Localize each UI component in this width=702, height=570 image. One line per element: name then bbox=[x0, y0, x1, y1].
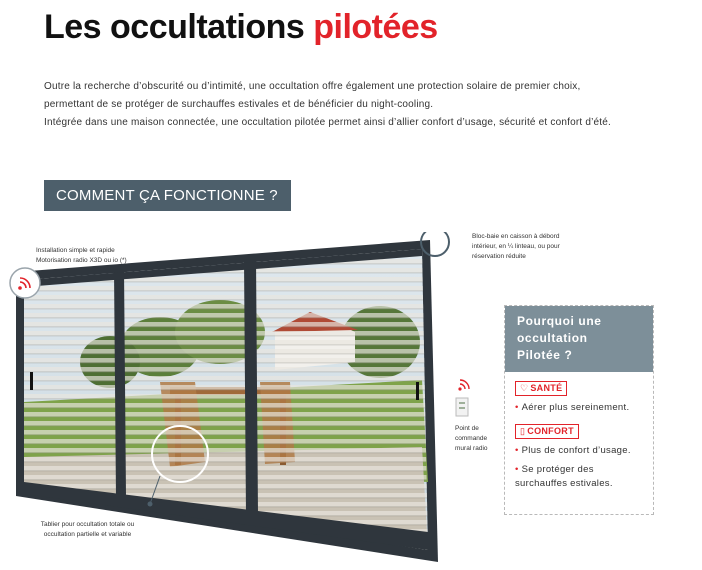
wall-control-icon bbox=[452, 374, 474, 420]
why-box bbox=[504, 305, 654, 515]
confort-badge: ▯ CONFORT bbox=[515, 424, 579, 439]
title-accent: pilotées bbox=[313, 8, 438, 46]
intro-text bbox=[44, 78, 624, 132]
heart-icon: ♡ bbox=[520, 383, 529, 393]
why-heading: Pourquoi une occultation Pilotée ? bbox=[505, 306, 653, 372]
door-icon: ▯ bbox=[520, 426, 526, 436]
installation-note: Installation simple et rapide Motorisation radio X3D ou io (*) bbox=[36, 247, 127, 264]
title-main: Les occultations bbox=[44, 8, 305, 46]
page-title bbox=[44, 8, 438, 47]
window-illustration bbox=[10, 232, 470, 564]
confort-item-1: • Plus de confort d’usage. bbox=[515, 445, 631, 456]
bloc-baie-note: Bloc-baie en caisson à débord intérieur, en ¼ linteau, ou pour réservation réduite bbox=[472, 233, 560, 260]
sante-badge: ♡ SANTÉ bbox=[515, 381, 567, 396]
wall-control-note: Point de commande mural radio bbox=[455, 425, 488, 452]
how-it-works-banner: COMMENT ÇA FONCTIONNE ? bbox=[44, 180, 291, 211]
intro-paragraph-2: Intégrée dans une maison connectée, une occultation pilotée permet ainsi d’allier confort d’usage, sécurité et confort d’été. bbox=[44, 117, 611, 128]
sante-item: • Aérer plus sereinement. bbox=[515, 402, 630, 413]
confort-item-2: • Se protéger des surchauffes estivales. bbox=[515, 464, 613, 489]
intro-paragraph-1: Outre la recherche d’obscurité ou d’intimité, une occultation offre également une protection solaire de premier choix, permettant de se protéger de surchauffes estivales et de bénéficier du night-cooling. bbox=[44, 81, 581, 110]
radio-signal-icon bbox=[8, 266, 42, 300]
tablier-note: Tablier pour occultation totale ou occultation partielle et variable bbox=[40, 521, 135, 538]
